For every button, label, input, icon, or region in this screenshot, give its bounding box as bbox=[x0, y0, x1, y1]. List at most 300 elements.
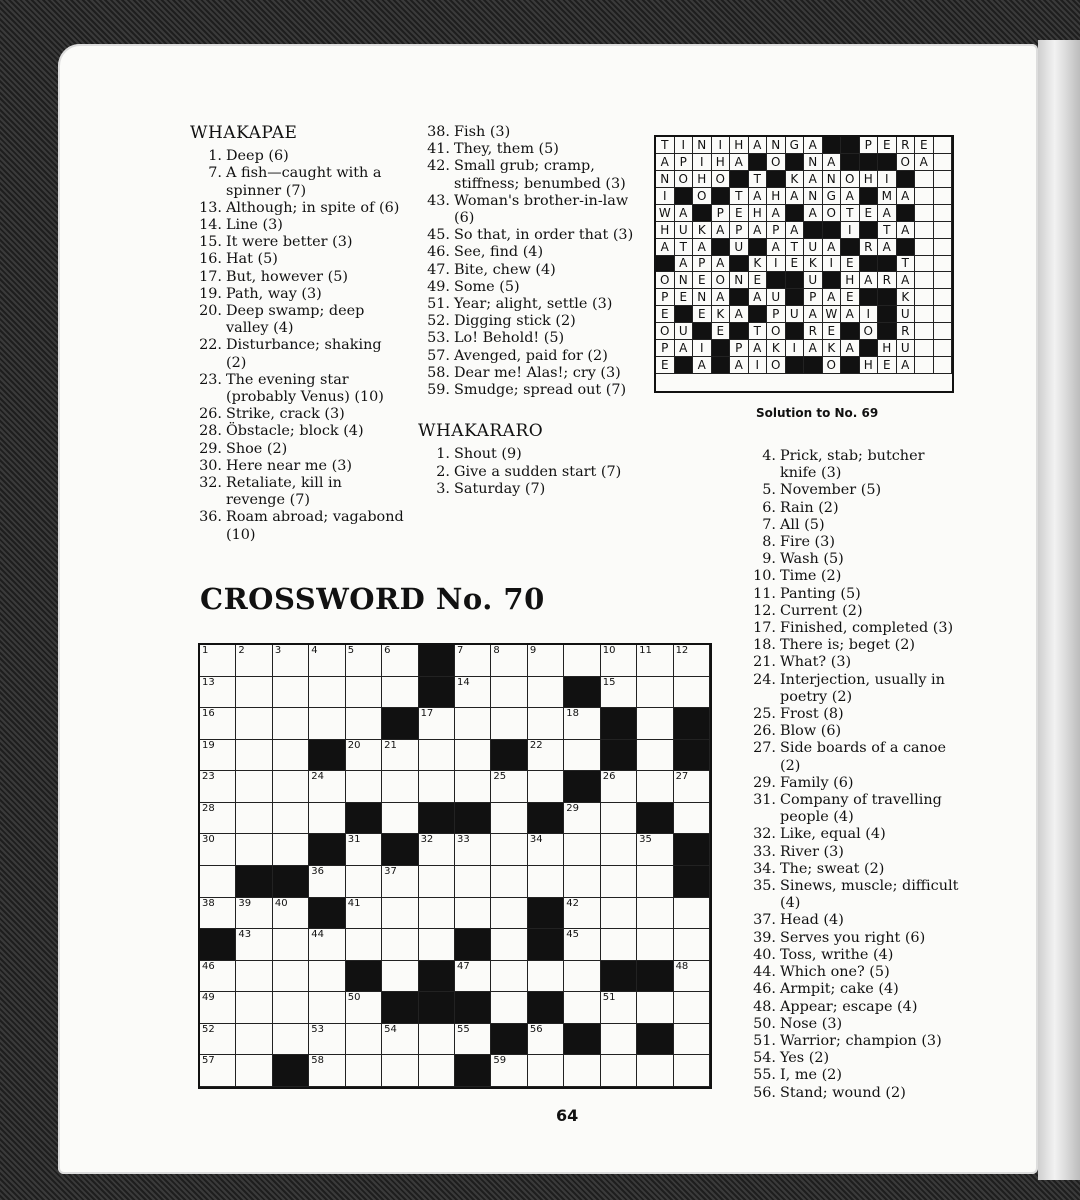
grid-cell[interactable] bbox=[273, 803, 309, 835]
grid-cell: N bbox=[804, 154, 823, 171]
grid-cell: A bbox=[841, 306, 860, 323]
grid-cell[interactable] bbox=[491, 898, 527, 930]
grid-cell[interactable] bbox=[200, 992, 236, 1024]
grid-cell[interactable] bbox=[674, 677, 710, 709]
grid-cell[interactable] bbox=[674, 771, 710, 803]
clue-number: 26. bbox=[199, 406, 222, 423]
grid-cell[interactable] bbox=[491, 961, 527, 993]
grid-cell[interactable] bbox=[236, 677, 272, 709]
grid-cell[interactable] bbox=[637, 898, 673, 930]
grid-cell[interactable] bbox=[273, 740, 309, 772]
black-square bbox=[860, 289, 879, 306]
grid-cell[interactable] bbox=[309, 992, 345, 1024]
grid-cell[interactable] bbox=[564, 866, 600, 898]
grid-cell: H bbox=[878, 340, 897, 357]
grid-cell: T bbox=[878, 222, 897, 239]
grid-cell[interactable] bbox=[491, 929, 527, 961]
grid-cell[interactable] bbox=[236, 740, 272, 772]
grid-cell: A bbox=[897, 357, 916, 374]
clue-number: 29. bbox=[199, 440, 222, 457]
grid-cell: I bbox=[712, 137, 731, 154]
grid-cell[interactable] bbox=[236, 929, 272, 961]
black-square bbox=[346, 803, 382, 835]
grid-cell[interactable] bbox=[491, 677, 527, 709]
grid-cell[interactable] bbox=[601, 803, 637, 835]
grid-cell[interactable] bbox=[455, 1024, 491, 1056]
grid-cell[interactable] bbox=[309, 803, 345, 835]
clue-text: Panting (5) bbox=[780, 585, 861, 602]
black-square bbox=[786, 272, 805, 289]
black-square bbox=[749, 306, 768, 323]
grid-cell[interactable] bbox=[346, 992, 382, 1024]
grid-cell: P bbox=[730, 222, 749, 239]
grid-cell: O bbox=[823, 205, 842, 222]
grid-cell[interactable] bbox=[273, 992, 309, 1024]
clue-item bbox=[418, 313, 638, 330]
grid-cell[interactable] bbox=[455, 771, 491, 803]
grid-cell[interactable] bbox=[346, 645, 382, 677]
grid-cell[interactable] bbox=[601, 1024, 637, 1056]
clue-item bbox=[744, 912, 962, 929]
grid-cell[interactable] bbox=[491, 708, 527, 740]
clue-text: Small grub; cramp, stiffness; benumbed (3) bbox=[454, 158, 626, 192]
black-square bbox=[528, 929, 564, 961]
clue-text: The; sweat (2) bbox=[780, 860, 885, 877]
black-square bbox=[419, 992, 455, 1024]
grid-cell: H bbox=[730, 137, 749, 154]
grid-cell[interactable] bbox=[382, 929, 418, 961]
grid-cell: A bbox=[749, 340, 768, 357]
clue-number: 7. bbox=[208, 165, 222, 182]
grid-cell[interactable] bbox=[455, 961, 491, 993]
cell-number: 52 bbox=[202, 1023, 215, 1035]
grid-cell[interactable] bbox=[637, 645, 673, 677]
grid-cell[interactable] bbox=[273, 834, 309, 866]
clue-text: Appear; escape (4) bbox=[780, 998, 918, 1015]
grid-cell[interactable] bbox=[637, 708, 673, 740]
grid-cell[interactable] bbox=[455, 898, 491, 930]
clue-text: River (3) bbox=[780, 843, 844, 860]
grid-cell: O bbox=[860, 323, 879, 340]
clue-item bbox=[418, 330, 638, 347]
grid-cell[interactable] bbox=[637, 771, 673, 803]
black-square bbox=[860, 188, 879, 205]
grid-cell[interactable] bbox=[273, 898, 309, 930]
clue-text: See, find (4) bbox=[454, 244, 544, 261]
grid-cell[interactable] bbox=[564, 740, 600, 772]
black-square bbox=[455, 992, 491, 1024]
grid-cell bbox=[915, 205, 934, 222]
clue-text: Current (2) bbox=[780, 602, 863, 619]
clue-text: Nose (3) bbox=[780, 1015, 843, 1032]
grid-cell[interactable] bbox=[236, 834, 272, 866]
grid-cell[interactable] bbox=[382, 645, 418, 677]
grid-cell: P bbox=[656, 340, 675, 357]
grid-cell: K bbox=[693, 222, 712, 239]
grid-cell[interactable] bbox=[674, 1024, 710, 1056]
grid-cell[interactable] bbox=[346, 834, 382, 866]
black-square bbox=[749, 239, 768, 256]
clue-item bbox=[418, 124, 638, 141]
clue-number: 18. bbox=[753, 637, 776, 654]
clue-text: Serves you right (6) bbox=[780, 929, 926, 946]
grid-cell: K bbox=[749, 256, 768, 273]
cell-number: 32 bbox=[420, 834, 434, 846]
grid-cell[interactable] bbox=[491, 992, 527, 1024]
clue-number: 4. bbox=[762, 448, 776, 464]
grid-cell[interactable] bbox=[309, 645, 345, 677]
grid-cell[interactable] bbox=[382, 898, 418, 930]
cell-number: 13 bbox=[202, 676, 215, 688]
cell-number: 58 bbox=[311, 1055, 325, 1067]
clue-text: November (5) bbox=[780, 482, 882, 499]
grid-cell[interactable] bbox=[346, 929, 382, 961]
grid-cell[interactable] bbox=[309, 1055, 345, 1087]
grid-cell[interactable] bbox=[528, 645, 564, 677]
black-square bbox=[309, 898, 345, 930]
grid-cell[interactable] bbox=[236, 803, 272, 835]
grid-cell[interactable] bbox=[200, 645, 236, 677]
grid-cell[interactable] bbox=[491, 834, 527, 866]
grid-cell[interactable] bbox=[601, 929, 637, 961]
clue-item bbox=[418, 244, 638, 261]
grid-cell: A bbox=[897, 188, 916, 205]
grid-cell[interactable] bbox=[419, 898, 455, 930]
grid-cell: A bbox=[804, 306, 823, 323]
grid-cell: A bbox=[878, 205, 897, 222]
cell-number: 53 bbox=[311, 1023, 325, 1035]
clue-number: 53. bbox=[427, 330, 450, 347]
grid-cell[interactable] bbox=[528, 866, 564, 898]
grid-cell[interactable] bbox=[674, 1055, 710, 1087]
clue-item bbox=[744, 861, 962, 878]
grid-cell: G bbox=[786, 137, 805, 154]
grid-cell bbox=[934, 137, 953, 154]
grid-cell[interactable] bbox=[564, 961, 600, 993]
grid-cell[interactable] bbox=[200, 771, 236, 803]
black-square bbox=[309, 740, 345, 772]
grid-cell bbox=[934, 357, 953, 374]
clue-number: 9. bbox=[762, 551, 776, 568]
black-square bbox=[564, 677, 600, 709]
clue-number: 37. bbox=[753, 912, 776, 929]
grid-cell[interactable] bbox=[346, 866, 382, 898]
cell-number: 41 bbox=[347, 897, 361, 909]
grid-cell[interactable] bbox=[564, 708, 600, 740]
clue-number: 30. bbox=[199, 457, 222, 474]
clue-text: Armpit; cake (4) bbox=[780, 981, 899, 998]
grid-cell[interactable] bbox=[601, 1055, 637, 1087]
clue-item bbox=[190, 200, 405, 217]
grid-cell[interactable] bbox=[491, 803, 527, 835]
clue-number: 48. bbox=[753, 998, 776, 1015]
grid-cell: A bbox=[693, 357, 712, 374]
clue-number: 29. bbox=[753, 774, 776, 791]
grid-cell: N bbox=[693, 137, 712, 154]
grid-cell[interactable] bbox=[309, 1024, 345, 1056]
grid-cell[interactable] bbox=[309, 866, 345, 898]
grid-cell[interactable] bbox=[637, 1055, 673, 1087]
grid-cell[interactable] bbox=[200, 803, 236, 835]
black-square bbox=[637, 1024, 673, 1056]
grid-cell bbox=[934, 306, 953, 323]
grid-cell[interactable] bbox=[564, 645, 600, 677]
grid-cell: E bbox=[860, 205, 879, 222]
grid-cell[interactable] bbox=[273, 771, 309, 803]
clue-number: 28. bbox=[199, 423, 222, 440]
clue-item bbox=[744, 1067, 962, 1084]
grid-cell[interactable] bbox=[200, 740, 236, 772]
grid-cell[interactable] bbox=[309, 708, 345, 740]
black-square bbox=[804, 357, 823, 374]
grid-cell: P bbox=[693, 256, 712, 273]
grid-cell[interactable] bbox=[309, 771, 345, 803]
grid-cell[interactable] bbox=[419, 929, 455, 961]
grid-cell: H bbox=[860, 357, 879, 374]
grid-cell[interactable] bbox=[637, 740, 673, 772]
clue-text: Yes (2) bbox=[780, 1050, 830, 1067]
black-square bbox=[273, 1055, 309, 1087]
cell-number: 49 bbox=[202, 992, 215, 1004]
clue-number: 25. bbox=[753, 706, 776, 723]
grid-cell bbox=[915, 357, 934, 374]
grid-cell: I bbox=[693, 154, 712, 171]
grid-cell[interactable] bbox=[601, 834, 637, 866]
grid-cell[interactable] bbox=[564, 929, 600, 961]
clue-text: Shoe (2) bbox=[226, 440, 288, 457]
grid-cell: T bbox=[786, 239, 805, 256]
grid-cell[interactable] bbox=[382, 740, 418, 772]
grid-cell[interactable] bbox=[528, 834, 564, 866]
grid-cell[interactable] bbox=[419, 1024, 455, 1056]
grid-cell[interactable] bbox=[674, 898, 710, 930]
grid-cell[interactable] bbox=[200, 961, 236, 993]
clue-number: 49. bbox=[427, 278, 450, 295]
grid-cell[interactable] bbox=[564, 898, 600, 930]
grid-cell[interactable] bbox=[674, 803, 710, 835]
black-square bbox=[841, 357, 860, 374]
grid-cell[interactable] bbox=[273, 1024, 309, 1056]
grid-cell: N bbox=[804, 188, 823, 205]
grid-cell[interactable] bbox=[419, 740, 455, 772]
grid-cell[interactable] bbox=[236, 771, 272, 803]
clue-item bbox=[418, 382, 638, 399]
grid-cell[interactable] bbox=[236, 645, 272, 677]
grid-cell[interactable] bbox=[200, 834, 236, 866]
grid-cell bbox=[934, 239, 953, 256]
grid-cell[interactable] bbox=[309, 677, 345, 709]
grid-cell[interactable] bbox=[491, 866, 527, 898]
clue-text: I, me (2) bbox=[780, 1067, 842, 1084]
cell-number: 34 bbox=[529, 834, 543, 846]
grid-cell[interactable] bbox=[455, 834, 491, 866]
black-square bbox=[823, 272, 842, 289]
cell-number: 19 bbox=[202, 739, 215, 751]
grid-cell[interactable] bbox=[455, 740, 491, 772]
grid-cell[interactable] bbox=[419, 866, 455, 898]
grid-cell[interactable] bbox=[491, 1055, 527, 1087]
grid-cell[interactable] bbox=[601, 677, 637, 709]
cell-number: 14 bbox=[456, 676, 470, 688]
grid-cell[interactable] bbox=[528, 1024, 564, 1056]
clue-item bbox=[744, 1050, 962, 1067]
grid-cell[interactable] bbox=[491, 645, 527, 677]
grid-cell[interactable] bbox=[382, 677, 418, 709]
black-square bbox=[878, 289, 897, 306]
grid-cell[interactable] bbox=[200, 898, 236, 930]
grid-cell[interactable] bbox=[273, 677, 309, 709]
grid-cell[interactable] bbox=[601, 645, 637, 677]
cell-number: 9 bbox=[529, 645, 537, 656]
grid-cell[interactable] bbox=[528, 1055, 564, 1087]
grid-cell[interactable] bbox=[601, 866, 637, 898]
clue-item bbox=[190, 423, 405, 440]
grid-cell: W bbox=[656, 205, 675, 222]
grid-cell[interactable] bbox=[674, 961, 710, 993]
clue-number: 19. bbox=[199, 285, 222, 302]
grid-cell[interactable] bbox=[346, 740, 382, 772]
grid-cell: O bbox=[693, 188, 712, 205]
clue-number: 46. bbox=[753, 981, 776, 998]
black-square bbox=[823, 137, 842, 154]
grid-cell bbox=[934, 340, 953, 357]
grid-cell: T bbox=[749, 171, 768, 188]
grid-cell[interactable] bbox=[419, 771, 455, 803]
clue-item bbox=[744, 844, 962, 861]
grid-cell: K bbox=[897, 289, 916, 306]
grid-cell: E bbox=[878, 357, 897, 374]
page-number: 64 bbox=[556, 1106, 579, 1125]
grid-cell[interactable] bbox=[455, 645, 491, 677]
grid-cell[interactable] bbox=[382, 961, 418, 993]
grid-cell[interactable] bbox=[564, 803, 600, 835]
grid-cell[interactable] bbox=[528, 740, 564, 772]
grid-cell[interactable] bbox=[236, 708, 272, 740]
grid-cell[interactable] bbox=[273, 961, 309, 993]
grid-cell[interactable] bbox=[528, 708, 564, 740]
grid-cell[interactable] bbox=[674, 992, 710, 1024]
grid-cell: O bbox=[656, 272, 675, 289]
grid-cell: A bbox=[897, 222, 916, 239]
clue-number: 44. bbox=[753, 964, 776, 981]
grid-cell[interactable] bbox=[309, 961, 345, 993]
grid-cell[interactable] bbox=[200, 708, 236, 740]
grid-cell[interactable] bbox=[382, 1024, 418, 1056]
grid-cell[interactable] bbox=[419, 708, 455, 740]
grid-cell[interactable] bbox=[601, 992, 637, 1024]
grid-cell[interactable] bbox=[564, 992, 600, 1024]
grid-cell: A bbox=[749, 188, 768, 205]
grid-cell[interactable] bbox=[601, 771, 637, 803]
grid-cell[interactable] bbox=[382, 771, 418, 803]
grid-cell[interactable] bbox=[564, 1055, 600, 1087]
clue-text: Frost (8) bbox=[780, 706, 844, 723]
grid-cell[interactable] bbox=[346, 708, 382, 740]
grid-cell[interactable] bbox=[674, 645, 710, 677]
clue-number: 45. bbox=[427, 227, 450, 244]
clue-text: Finished, completed (3) bbox=[780, 620, 954, 637]
grid-cell[interactable] bbox=[528, 677, 564, 709]
cell-number: 55 bbox=[456, 1023, 470, 1035]
cell-number: 38 bbox=[202, 897, 215, 909]
grid-cell[interactable] bbox=[200, 677, 236, 709]
grid-cell: M bbox=[878, 188, 897, 205]
grid-cell[interactable] bbox=[200, 1024, 236, 1056]
black-square bbox=[878, 323, 897, 340]
grid-cell[interactable] bbox=[346, 898, 382, 930]
grid-cell[interactable] bbox=[382, 1055, 418, 1087]
grid-cell[interactable] bbox=[637, 834, 673, 866]
clue-text: What? (3) bbox=[780, 654, 852, 671]
grid-cell[interactable] bbox=[236, 992, 272, 1024]
grid-cell[interactable] bbox=[637, 866, 673, 898]
grid-cell[interactable] bbox=[200, 866, 236, 898]
grid-cell[interactable] bbox=[346, 1024, 382, 1056]
grid-cell[interactable] bbox=[273, 708, 309, 740]
grid-cell[interactable] bbox=[309, 929, 345, 961]
grid-cell: T bbox=[897, 256, 916, 273]
grid-cell[interactable] bbox=[455, 866, 491, 898]
grid-cell: A bbox=[823, 289, 842, 306]
grid-cell[interactable] bbox=[273, 645, 309, 677]
grid-cell[interactable] bbox=[236, 1055, 272, 1087]
grid-cell[interactable] bbox=[236, 1024, 272, 1056]
grid-cell[interactable] bbox=[637, 677, 673, 709]
solution-grid bbox=[654, 135, 954, 393]
black-square bbox=[382, 992, 418, 1024]
black-square bbox=[897, 239, 916, 256]
grid-cell[interactable] bbox=[236, 898, 272, 930]
clue-text: Head (4) bbox=[780, 912, 844, 929]
clue-number: 41. bbox=[427, 141, 450, 158]
grid-cell[interactable] bbox=[236, 961, 272, 993]
clue-number: 15. bbox=[199, 234, 222, 251]
clue-number: 17. bbox=[199, 268, 222, 285]
grid-cell[interactable] bbox=[455, 677, 491, 709]
clue-item bbox=[744, 500, 962, 517]
clue-number: 56. bbox=[753, 1084, 776, 1101]
clue-number: 2. bbox=[436, 463, 450, 480]
clue-text: Although; in spite of (6) bbox=[226, 199, 400, 216]
grid-cell[interactable] bbox=[419, 834, 455, 866]
grid-cell: A bbox=[804, 340, 823, 357]
grid-cell[interactable] bbox=[528, 771, 564, 803]
grid-cell[interactable] bbox=[382, 866, 418, 898]
grid-cell[interactable] bbox=[346, 677, 382, 709]
clue-item bbox=[190, 234, 405, 251]
grid-cell[interactable] bbox=[273, 929, 309, 961]
grid-cell[interactable] bbox=[674, 929, 710, 961]
grid-cell: A bbox=[675, 340, 694, 357]
black-square bbox=[693, 205, 712, 222]
grid-cell[interactable] bbox=[528, 961, 564, 993]
grid-cell[interactable] bbox=[200, 1055, 236, 1087]
grid-cell[interactable] bbox=[455, 708, 491, 740]
grid-cell[interactable] bbox=[346, 1055, 382, 1087]
grid-cell[interactable] bbox=[491, 771, 527, 803]
clue-number: 22. bbox=[199, 337, 222, 354]
clue-number: 20. bbox=[199, 303, 222, 320]
grid-cell[interactable] bbox=[564, 834, 600, 866]
grid-cell[interactable] bbox=[419, 1055, 455, 1087]
grid-cell[interactable] bbox=[637, 929, 673, 961]
clue-text: Warrior; champion (3) bbox=[780, 1032, 942, 1049]
grid-cell[interactable] bbox=[346, 771, 382, 803]
grid-cell[interactable] bbox=[637, 992, 673, 1024]
grid-cell[interactable] bbox=[601, 898, 637, 930]
clue-text: All (5) bbox=[780, 516, 825, 533]
grid-cell[interactable] bbox=[382, 803, 418, 835]
